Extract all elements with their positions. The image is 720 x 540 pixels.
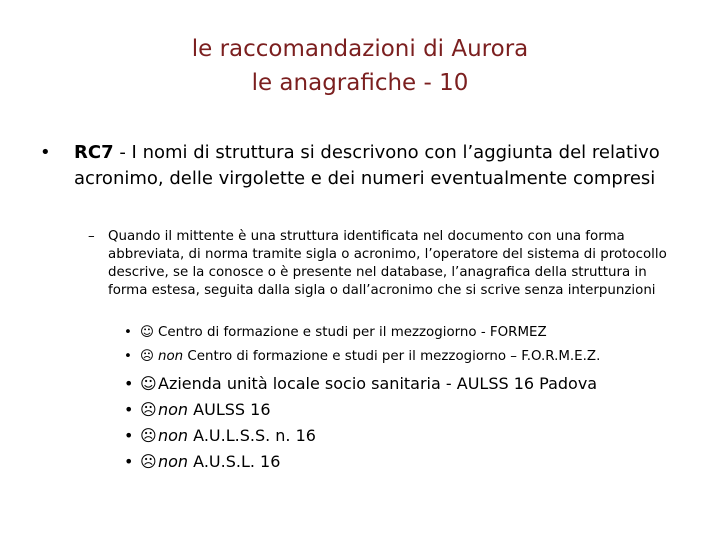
- sub-bullet-text: Quando il mittente è una struttura identificata nel documento con una forma abbreviata, di norma tramite sigla o acronimo, l’operatore del sistema di protocollo descrive, se la conosce o è presente nel database, l’anagrafica della struttura in forma estesa, seguita dalla sigla o dall’acronimo che si scrive senza interpunzioni: [108, 229, 667, 298]
- example-prefix: non: [158, 426, 189, 445]
- title-line-1: le raccomandazioni di Aurora: [191, 36, 529, 62]
- example-item: [124, 426, 316, 445]
- example-prefix: non: [158, 349, 184, 364]
- sub-bullet-item: [88, 228, 688, 300]
- main-bullet-text: [74, 140, 660, 192]
- example-text: Azienda unità locale socio sanitaria - AULSS 16 Padova: [158, 374, 598, 393]
- bullet-icon: •: [124, 325, 132, 340]
- bullet-icon: •: [124, 374, 134, 393]
- smiley-icon: ☺: [140, 374, 157, 393]
- example-text: Centro di formazione e studi per il mezzogiorno – F.O.R.M.E.Z.: [183, 349, 601, 364]
- example-text: A.U.L.S.S. n. 16: [188, 426, 316, 445]
- dash-icon: –: [88, 229, 95, 244]
- bullet-icon: •: [124, 349, 132, 364]
- rule-description: - I nomi di struttura si descrivono con l’aggiunta del relativo acronimo, delle virgolette e dei numeri eventualmente compresi: [74, 142, 660, 189]
- example-prefix: non: [158, 452, 189, 471]
- example-text: Centro di formazione e studi per il mezzogiorno - FORMEZ: [158, 325, 547, 340]
- bullet-icon: •: [124, 400, 134, 419]
- example-item: [124, 452, 280, 471]
- example-text: AULSS 16: [188, 400, 271, 419]
- smiley-icon: ☺: [140, 325, 154, 340]
- bullet-icon: •: [124, 426, 134, 445]
- main-bullet-item: [40, 140, 660, 192]
- frown-icon: ☹: [140, 400, 157, 419]
- example-item: [124, 325, 547, 340]
- frown-icon: ☹: [140, 452, 157, 471]
- example-item: [124, 400, 271, 419]
- example-item: [124, 349, 600, 364]
- example-item: [124, 374, 597, 393]
- frown-icon: ☹: [140, 349, 154, 364]
- title-line-2: le anagrafiche - 10: [251, 70, 469, 96]
- bullet-icon: •: [40, 142, 51, 163]
- bullet-icon: •: [124, 452, 134, 471]
- slide-title: [60, 32, 660, 100]
- frown-icon: ☹: [140, 426, 157, 445]
- rule-code: RC7: [74, 142, 114, 163]
- example-text: A.U.S.L. 16: [188, 452, 281, 471]
- example-prefix: non: [158, 400, 189, 419]
